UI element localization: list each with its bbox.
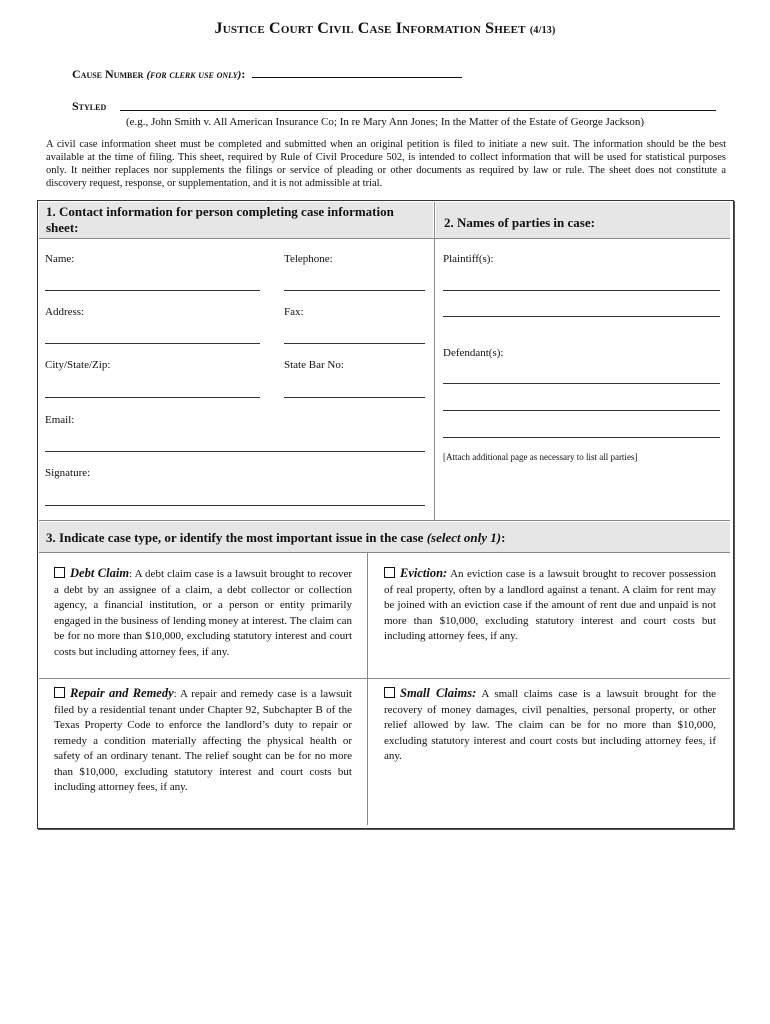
eviction-option[interactable]	[384, 566, 716, 645]
repair-remedy-option[interactable]	[54, 686, 352, 796]
email-field[interactable]	[45, 451, 425, 452]
city-label: City/State/Zip:	[45, 359, 111, 371]
section2-title: 2. Names of parties in case:	[444, 215, 595, 230]
plaintiff-field-2[interactable]	[443, 316, 720, 317]
eviction-text: An eviction case is a lawsuit brought to recover possession of real property, often by a landlord against a tenant. A claim for rent may be joined with an eviction case if the amount of rent due and unpaid is not more than $10,000, excluding statutory interest and court costs but including attorney fees, if any.	[384, 568, 716, 642]
section3-select-note: (select only 1)	[426, 530, 502, 545]
bar-field[interactable]	[284, 397, 425, 398]
cause-number-field[interactable]	[252, 67, 462, 78]
section3-title-colon: :	[501, 530, 506, 545]
signature-label: Signature:	[45, 467, 91, 479]
telephone-field[interactable]	[284, 290, 425, 291]
fax-field[interactable]	[284, 343, 425, 344]
small-claims-text: A small claims case is a lawsuit brought for the recovery of money damages, civil penalties, personal property, or other relief allowed by law. The claim can be for no more than $10,000, excluding statutory interest and court costs but including attorney fees, if any.	[384, 688, 717, 762]
signature-field[interactable]	[45, 505, 425, 506]
styled-field[interactable]	[120, 110, 716, 111]
bar-label: State Bar No:	[284, 359, 344, 371]
repair-remedy-checkbox[interactable]	[54, 687, 65, 698]
header-rule	[39, 238, 730, 239]
case-type-row-rule	[39, 678, 730, 679]
section3-top-rule	[39, 520, 730, 521]
eviction-heading: Eviction:	[400, 566, 448, 580]
section1-title: 1. Contact information for person completing case information sheet:	[46, 204, 394, 235]
intro-paragraph: A civil case information sheet must be completed and submitted when an original petition is filed to initiate a new suit. The information should be the best available at the time of filing. This sheet, required by Rule of Civil Procedure 502, is intended to collect information that will be used for statistical purposes only. It neither replaces nor supplements the filings or service of pleading or other documents as required by law or rule. The sheet does not constitute a discovery request, response, or supplementation, and it is not admissible at trial.	[46, 139, 726, 189]
styled-example: (e.g., John Smith v. All American Insurance Co; In re Mary Ann Jones; In the Matter of the Estate of George Jackson)	[125, 116, 645, 128]
styled-label: Styled	[72, 99, 107, 113]
email-label: Email:	[45, 414, 75, 426]
plaintiffs-label: Plaintiff(s):	[443, 253, 494, 265]
name-field[interactable]	[45, 290, 260, 291]
debt-claim-checkbox[interactable]	[54, 567, 65, 578]
small-claims-heading: Small Claims:	[400, 686, 477, 700]
address-label: Address:	[45, 306, 85, 318]
debt-claim-text: A debt claim case is a lawsuit brought to recover a debt by an assignee of a claim, a debt collector or collection agency, a financial institution, or a person or entity primarily engaged in the business of lending money at interest. The claim can be for no more than $10,000, excluding statutory interest and court costs but including attorney fees, if any.	[54, 568, 352, 658]
attach-note: [Attach additional page as necessary to list all parties]	[443, 452, 638, 462]
defendant-field-3[interactable]	[443, 437, 720, 438]
section3-title-text: 3. Indicate case type, or identify the most important issue in the case	[46, 530, 424, 545]
small-claims-checkbox[interactable]	[384, 687, 395, 698]
address-field[interactable]	[45, 343, 260, 344]
section3-header-rule	[39, 552, 730, 553]
debt-claim-sep: :	[129, 568, 133, 580]
cause-number-label: Cause Number	[72, 67, 144, 81]
defendant-field-2[interactable]	[443, 410, 720, 411]
plaintiff-field-1[interactable]	[443, 290, 720, 291]
debt-claim-option[interactable]	[54, 566, 352, 660]
section-divider	[434, 202, 435, 520]
form-version: (4/13)	[529, 25, 556, 36]
debt-claim-heading: Debt Claim	[70, 566, 130, 580]
repair-remedy-text: A repair and remedy case is a lawsuit filed by a residential tenant under Chapter 92, Subchapter B of the Texas Property Code to enforce the landlord’s duty to repair or remedy a condition materially affecting the physical health or safety of an ordinary tenant. The relief sought can be for no more than $10,000, excluding statutory interest and court costs but including attorney fees, if any.	[54, 688, 352, 793]
clerk-use-note: (for clerk use only)	[146, 69, 242, 81]
section3-title	[46, 530, 505, 546]
eviction-checkbox[interactable]	[384, 567, 395, 578]
cause-colon: :	[241, 67, 246, 81]
repair-remedy-heading: Repair and Remedy	[70, 686, 174, 700]
fax-label: Fax:	[284, 306, 304, 318]
small-claims-option[interactable]	[384, 686, 716, 765]
form-title-text: Justice Court Civil Case Information Sheet	[214, 20, 526, 37]
cause-number-row	[72, 67, 462, 82]
city-field[interactable]	[45, 397, 260, 398]
name-label: Name:	[45, 253, 75, 265]
telephone-label: Telephone:	[284, 253, 333, 265]
defendant-field-1[interactable]	[443, 383, 720, 384]
repair-remedy-sep: :	[173, 688, 177, 700]
case-type-divider	[367, 552, 368, 825]
defendants-label: Defendant(s):	[443, 347, 504, 359]
form-title	[0, 20, 770, 38]
